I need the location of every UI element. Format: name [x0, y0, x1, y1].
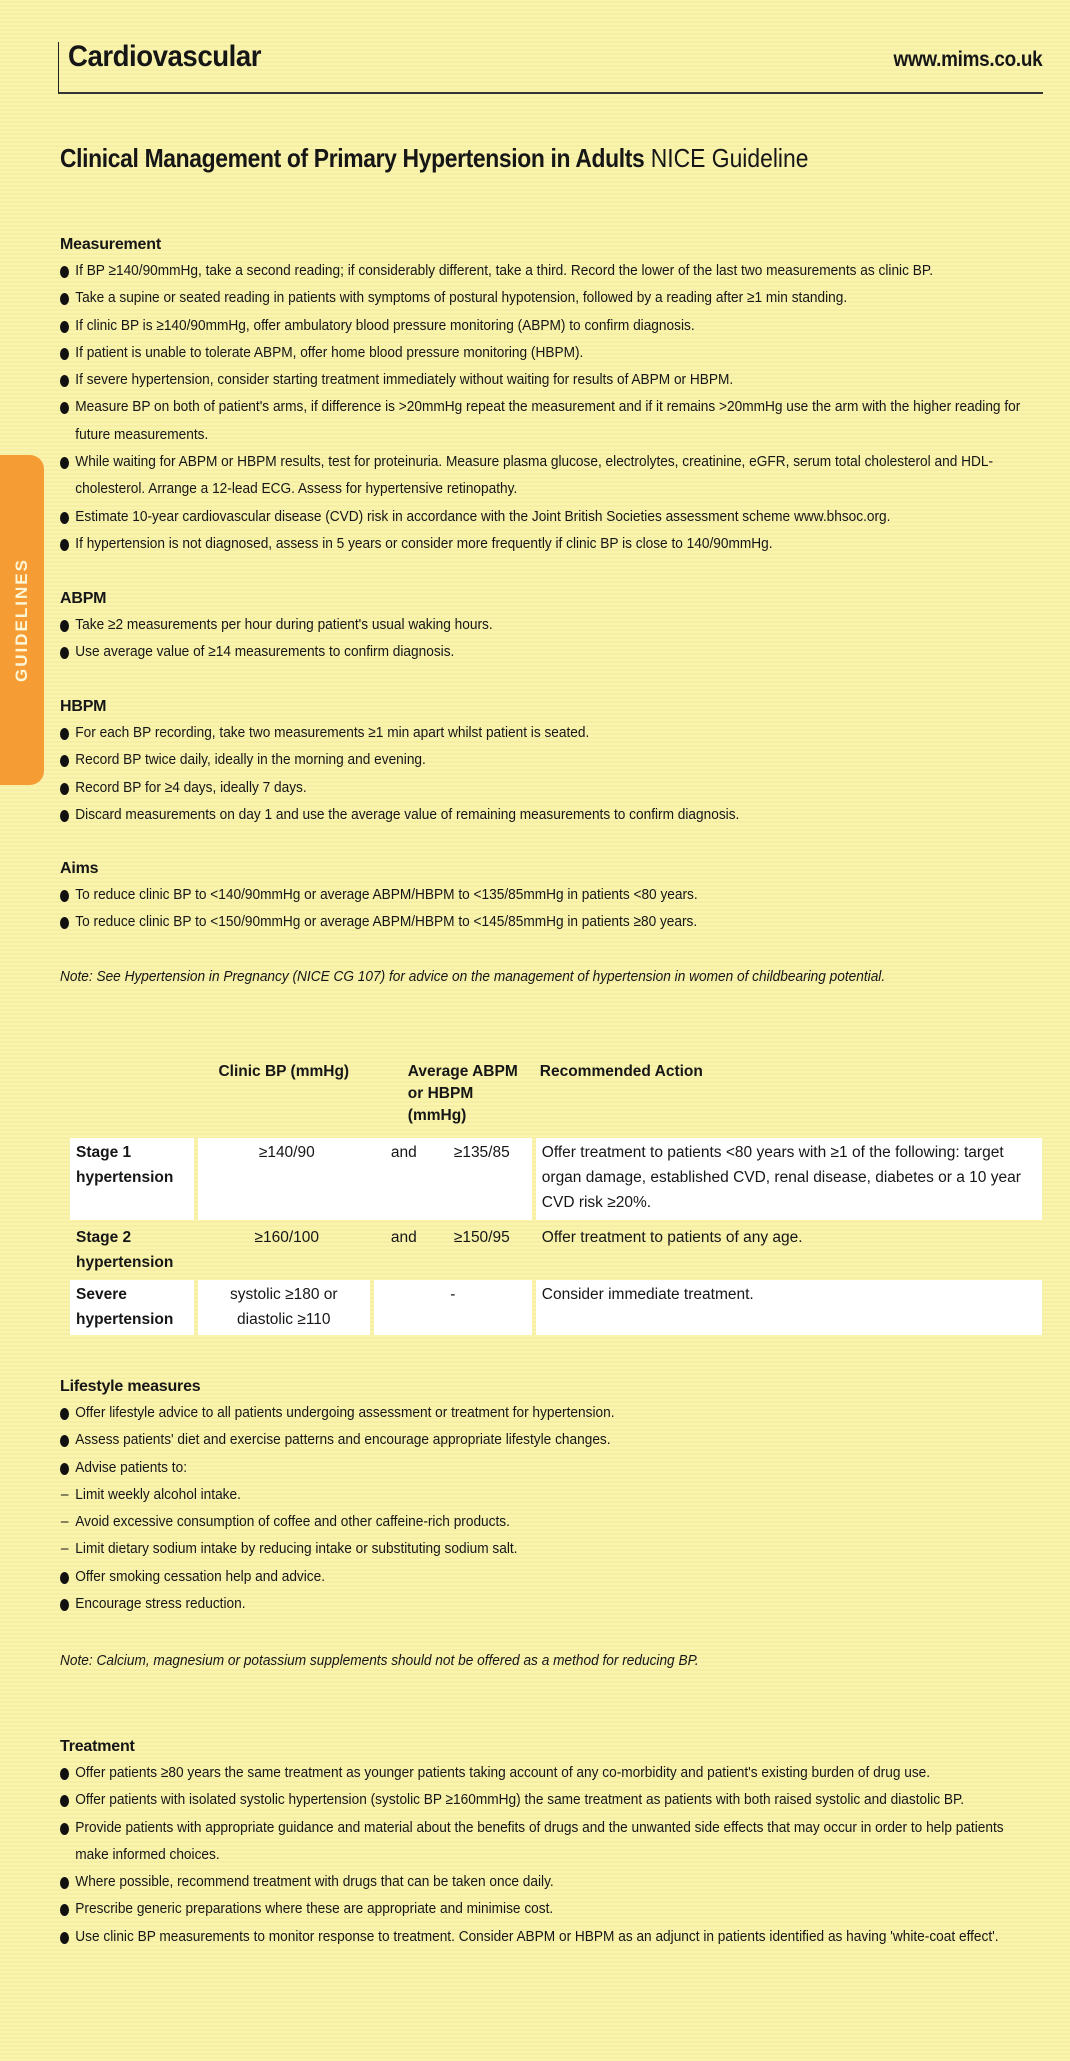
list-item: Use clinic BP measurements to monitor response to treatment. Consider ABPM or HBPM as an adjunct in patients identified as having 'white-coat effect'.	[60, 1923, 1020, 1950]
bullet-icon	[60, 917, 69, 929]
list-item-dash: – Limit weekly alcohol intake.	[60, 1481, 1065, 1508]
bullet-icon	[60, 293, 69, 305]
list-item: If hypertension is not diagnosed, assess in 5 years or consider more frequently if clinic BP is close to 140/90mmHg.	[60, 530, 1065, 557]
list-item: Take a supine or seated reading in patients with symptoms of postural hypotension, followed by a reading after ≥1 min standing.	[60, 284, 1065, 311]
and-label: and	[390, 1144, 417, 1161]
bullet-icon	[60, 1823, 69, 1835]
bullet-icon	[60, 1435, 69, 1447]
list-item: If BP ≥140/90mmHg, take a second reading; if considerably different, take a third. Record the lower of the last two measurements as clinic BP.	[60, 257, 1065, 284]
list-item: While waiting for ABPM or HBPM results, test for proteinuria. Measure plasma glucose, electrolytes, creatinine, eGFR, serum total cholesterol and HDL-cholesterol. Arrange a 12-lead ECG. Assess for hypertensive retinopathy.	[60, 448, 1020, 503]
dash-icon: –	[60, 1540, 69, 1558]
list-item: Offer patients with isolated systolic hypertension (systolic BP ≥160mmHg) the same treatment as patients with both raised systolic and diastolic BP.	[60, 1786, 1020, 1813]
list-item: Take ≥2 measurements per hour during patient's usual waking hours.	[60, 611, 1065, 638]
lifestyle-section	[60, 1378, 1050, 1617]
abpm-value: ≥150/95	[453, 1229, 510, 1246]
list-item-dash: – Limit dietary sodium intake by reducing intake or substituting sodium salt.	[60, 1535, 1065, 1562]
bullet-icon	[60, 1877, 69, 1889]
stage-cell: Stage 1 hypertension	[70, 1138, 194, 1220]
stage-cell: Severe hypertension	[70, 1280, 194, 1335]
bullet-icon	[60, 512, 69, 524]
header-stage	[70, 1061, 194, 1135]
list-item: Encourage stress reduction.	[60, 1590, 1065, 1617]
bullet-icon	[60, 1463, 69, 1475]
list-item: Record BP twice daily, ideally in the morning and evening.	[60, 746, 1065, 773]
bullet-icon	[60, 755, 69, 767]
list-item: Offer smoking cessation help and advice.	[60, 1563, 1065, 1590]
hbpm-section	[60, 698, 1050, 828]
bullet-icon	[60, 1904, 69, 1916]
table-row	[70, 1138, 1042, 1220]
clinic-bp-value: ≥140/90	[258, 1144, 315, 1161]
measurement-section	[60, 236, 1050, 557]
list-item: Discard measurements on day 1 and use the average value of remaining measurements to confirm diagnosis.	[60, 801, 1065, 828]
list-item-dash: – Avoid excessive consumption of coffee and other caffeine-rich products.	[60, 1508, 1065, 1535]
clinic-bp-value: ≥160/100	[254, 1229, 320, 1246]
section-heading: Lifestyle measures	[60, 1378, 201, 1395]
and-label: and	[390, 1229, 417, 1246]
dash-icon: –	[60, 1513, 69, 1531]
abpm-cell	[374, 1280, 532, 1335]
list-item: Where possible, recommend treatment with drugs that can be taken once daily.	[60, 1868, 1065, 1895]
list-item: Offer patients ≥80 years the same treatment as younger patients taking account of any co-morbidity and patient's existing burden of drug use.	[60, 1759, 1020, 1786]
table-row	[70, 1280, 1042, 1335]
bullet-icon	[60, 620, 69, 632]
bullet-icon	[60, 810, 69, 822]
list-item: For each BP recording, take two measurements ≥1 min apart whilst patient is seated.	[60, 719, 1065, 746]
title-suffix: NICE Guideline	[650, 143, 809, 173]
bullet-icon	[60, 728, 69, 740]
bullet-icon	[60, 1572, 69, 1584]
list-item: To reduce clinic BP to <150/90mmHg or average ABPM/HBPM to <145/85mmHg in patients ≥80 years.	[60, 908, 1065, 935]
list-item: Record BP for ≥4 days, ideally 7 days.	[60, 774, 1065, 801]
section-heading: HBPM	[60, 698, 107, 715]
bullet-icon	[60, 783, 69, 795]
header-clinic: Clinic BP (mmHg)	[218, 1063, 350, 1080]
bullet-icon	[60, 1408, 69, 1420]
title-main: Clinical Management of Primary Hypertension in Adults	[60, 143, 645, 173]
bullet-icon	[60, 457, 69, 469]
site-url[interactable]: www.mims.co.uk	[893, 48, 1042, 71]
clinic-bp-cell	[198, 1138, 532, 1220]
list-item: Measure BP on both of patient's arms, if difference is >20mmHg repeat the measurement and if it remains >20mmHg use the arm with the higher reading for future measurements.	[60, 393, 1020, 448]
list-item: If severe hypertension, consider starting treatment immediately without waiting for results of ABPM or HBPM.	[60, 366, 1065, 393]
pregnancy-note: Note: See Hypertension in Pregnancy (NICE CG 107) for advice on the management of hypertension in women of childbearing potential.	[60, 968, 886, 985]
action-cell: Offer treatment to patients of any age.	[541, 1229, 803, 1246]
list-item: Provide patients with appropriate guidance and material about the benefits of drugs and the unwanted side effects that may occur in order to help patients make informed choices.	[60, 1814, 1020, 1869]
table-header-row	[70, 1061, 1042, 1135]
list-item: Assess patients' diet and exercise patterns and encourage appropriate lifestyle changes.	[60, 1426, 1065, 1453]
action-cell: Offer treatment to patients <80 years with ≥1 of the following: target organ damage, established CVD, renal disease, diabetes or a 10 year CVD risk ≥20%.	[536, 1138, 1042, 1220]
section-heading: ABPM	[60, 590, 107, 607]
bullet-icon	[60, 1932, 69, 1944]
hypertension-stage-table	[66, 1058, 1046, 1338]
treatment-section	[60, 1738, 1050, 1950]
bullet-icon	[60, 1599, 69, 1611]
guidelines-side-tab	[0, 455, 44, 785]
bullet-icon	[60, 348, 69, 360]
table-row	[70, 1223, 1042, 1277]
list-item: Advise patients to:	[60, 1454, 1065, 1481]
section-heading: Measurement	[60, 236, 161, 253]
abpm-section	[60, 590, 1050, 666]
bullet-icon	[60, 321, 69, 333]
section-heading: Treatment	[60, 1738, 135, 1755]
abpm-value: ≥135/85	[453, 1144, 510, 1161]
page-title	[60, 143, 808, 174]
section-heading: Aims	[60, 860, 99, 877]
bullet-icon	[60, 375, 69, 387]
bullet-icon	[60, 1768, 69, 1780]
aims-section	[60, 860, 1050, 936]
bullet-icon	[60, 1795, 69, 1807]
clinic-bp-cell	[198, 1223, 532, 1277]
list-item: If patient is unable to tolerate ABPM, offer home blood pressure monitoring (HBPM).	[60, 339, 1065, 366]
action-cell: Consider immediate treatment.	[536, 1280, 1042, 1335]
header-action: Recommended Action	[539, 1063, 703, 1080]
abpm-value: -	[450, 1286, 456, 1303]
dash-icon: –	[60, 1485, 69, 1503]
list-item: To reduce clinic BP to <140/90mmHg or average ABPM/HBPM to <135/85mmHg in patients <80 years.	[60, 881, 1065, 908]
bullet-icon	[60, 647, 69, 659]
clinic-bp-cell: systolic ≥180 or diastolic ≥110	[198, 1280, 370, 1335]
list-item: Prescribe generic preparations where these are appropriate and minimise cost.	[60, 1895, 1065, 1922]
list-item: If clinic BP is ≥140/90mmHg, offer ambulatory blood pressure monitoring (ABPM) to confirm diagnosis.	[60, 312, 1065, 339]
bullet-icon	[60, 539, 69, 551]
bullet-icon	[60, 402, 69, 414]
bullet-icon	[60, 890, 69, 902]
supplements-note: Note: Calcium, magnesium or potassium supplements should not be offered as a method for reducing BP.	[60, 1652, 699, 1669]
bullet-icon	[60, 266, 69, 278]
header-abpm: Average ABPM or HBPM (mmHg)	[407, 1063, 518, 1124]
stage-cell: Stage 2 hypertension	[76, 1229, 174, 1271]
header-and	[374, 1061, 400, 1135]
list-item: Estimate 10-year cardiovascular disease (CVD) risk in accordance with the Joint British Societies assessment scheme www.bhsoc.org.	[60, 503, 1065, 530]
list-item: Offer lifestyle advice to all patients undergoing assessment or treatment for hypertension.	[60, 1399, 1065, 1426]
side-tab-label: GUIDELINES	[12, 558, 31, 682]
list-item: Use average value of ≥14 measurements to confirm diagnosis.	[60, 638, 1065, 665]
section-name: Cardiovascular	[68, 40, 261, 73]
